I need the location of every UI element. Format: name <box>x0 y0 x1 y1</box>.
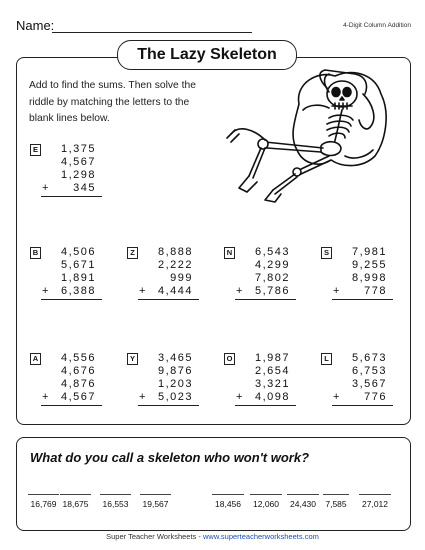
blank-sum-label: 7,585 <box>325 499 347 509</box>
sum-line <box>41 196 102 197</box>
addend: 8,998 <box>351 272 387 284</box>
problem-letter-badge: S <box>321 247 332 259</box>
answer-blank[interactable] <box>140 484 171 514</box>
problem-letter-badge: L <box>321 353 332 365</box>
addend: 4,506 <box>60 246 96 258</box>
answer-blank[interactable] <box>60 484 91 514</box>
blank-sum-label: 24,430 <box>290 499 316 509</box>
problem-letter-badge: Z <box>127 247 138 259</box>
blank-line <box>250 494 282 495</box>
addend: 2,654 <box>254 365 290 377</box>
answer-blank[interactable] <box>359 484 391 514</box>
problem-z <box>127 246 201 308</box>
blank-sum-label: 12,060 <box>253 499 279 509</box>
sum-line <box>235 299 296 300</box>
blank-sum-label: 18,675 <box>62 499 89 509</box>
addend: 1,891 <box>60 272 96 284</box>
blank-sum-label: 19,567 <box>142 499 169 509</box>
footer <box>0 532 425 541</box>
plus-sign: + <box>42 391 49 403</box>
problem-letter-badge: O <box>224 353 235 365</box>
addend: 1,987 <box>254 352 290 364</box>
blank-line <box>100 494 131 495</box>
plus-sign: + <box>236 285 243 297</box>
name-label: Name: <box>16 18 55 33</box>
answer-blank[interactable] <box>250 484 282 514</box>
addend: 5,671 <box>60 259 96 271</box>
addend: 4,567 <box>60 156 96 168</box>
riddle-question: What do you call a skeleton who won't work? <box>30 450 310 465</box>
problem-letter-badge: N <box>224 247 235 259</box>
problem-letter-badge: B <box>30 247 41 259</box>
footer-text: Super Teacher Worksheets - <box>106 532 203 541</box>
plus-sign: + <box>139 285 146 297</box>
problem-s <box>321 246 395 308</box>
addend: 9,255 <box>351 259 387 271</box>
blank-sum-label: 16,769 <box>30 499 57 509</box>
addend: 999 <box>170 272 193 284</box>
answer-blank[interactable] <box>212 484 244 514</box>
blank-sum-label: 16,553 <box>102 499 129 509</box>
problem-l <box>321 352 395 414</box>
addend: 3,321 <box>254 378 290 390</box>
blank-sum-label: 18,456 <box>215 499 241 509</box>
problem-letter-badge: E <box>30 144 41 156</box>
blank-line <box>359 494 391 495</box>
sum-line <box>332 405 393 406</box>
problem-letter-badge: Y <box>127 353 138 365</box>
name-row <box>16 18 411 36</box>
addend: 1,298 <box>60 169 96 181</box>
addend: 4,676 <box>60 365 96 377</box>
blank-line <box>60 494 91 495</box>
addend: 5,023 <box>157 391 193 403</box>
addend: 4,876 <box>60 378 96 390</box>
footer-link[interactable]: www.superteacherworksheets.com <box>202 532 319 541</box>
blank-line <box>28 494 59 495</box>
addend: 4,567 <box>60 391 96 403</box>
addend: 6,543 <box>254 246 290 258</box>
problem-b <box>30 246 104 308</box>
name-input-line[interactable] <box>52 32 252 33</box>
sum-line <box>41 405 102 406</box>
addend: 778 <box>364 285 387 297</box>
plus-sign: + <box>42 285 49 297</box>
addend: 5,786 <box>254 285 290 297</box>
addend: 6,388 <box>60 285 96 297</box>
plus-sign: + <box>236 391 243 403</box>
instructions-text: Add to find the sums. Then solve the riddle by matching the letters to the blank lines below. <box>29 80 196 124</box>
addend: 4,299 <box>254 259 290 271</box>
addend: 3,465 <box>157 352 193 364</box>
sum-line <box>235 405 296 406</box>
problem-a <box>30 352 104 414</box>
addend: 3,567 <box>351 378 387 390</box>
answer-blank[interactable] <box>100 484 131 514</box>
addend: 345 <box>73 182 96 194</box>
problem-letter-badge: A <box>30 353 41 365</box>
blank-line <box>287 494 319 495</box>
sum-line <box>138 299 199 300</box>
addend: 7,802 <box>254 272 290 284</box>
addend: 4,444 <box>157 285 193 297</box>
addend: 4,556 <box>60 352 96 364</box>
addend: 1,203 <box>157 378 193 390</box>
answer-blank[interactable] <box>28 484 59 514</box>
addend: 5,673 <box>351 352 387 364</box>
plus-sign: + <box>42 182 49 194</box>
worksheet-title: The Lazy Skeleton <box>117 40 297 70</box>
problem-y <box>127 352 201 414</box>
addend: 7,981 <box>351 246 387 258</box>
skeleton-illustration <box>225 64 397 212</box>
addend: 776 <box>364 391 387 403</box>
blank-line <box>140 494 171 495</box>
blank-line <box>323 494 349 495</box>
blank-sum-label: 27,012 <box>362 499 388 509</box>
addend: 1,375 <box>60 143 96 155</box>
plus-sign: + <box>333 391 340 403</box>
problem-o <box>224 352 298 414</box>
plus-sign: + <box>333 285 340 297</box>
addend: 8,888 <box>157 246 193 258</box>
blank-line <box>212 494 244 495</box>
sum-line <box>332 299 393 300</box>
sum-line <box>138 405 199 406</box>
answer-blank[interactable] <box>323 484 349 514</box>
addend: 9,876 <box>157 365 193 377</box>
sum-line <box>41 299 102 300</box>
addend: 6,753 <box>351 365 387 377</box>
plus-sign: + <box>139 391 146 403</box>
worksheet-topic: 4-Digit Column Addition <box>343 22 411 29</box>
problem-n <box>224 246 298 308</box>
problem-e <box>30 143 104 205</box>
answer-blank[interactable] <box>287 484 319 514</box>
addend: 2,222 <box>157 259 193 271</box>
addend: 4,098 <box>254 391 290 403</box>
